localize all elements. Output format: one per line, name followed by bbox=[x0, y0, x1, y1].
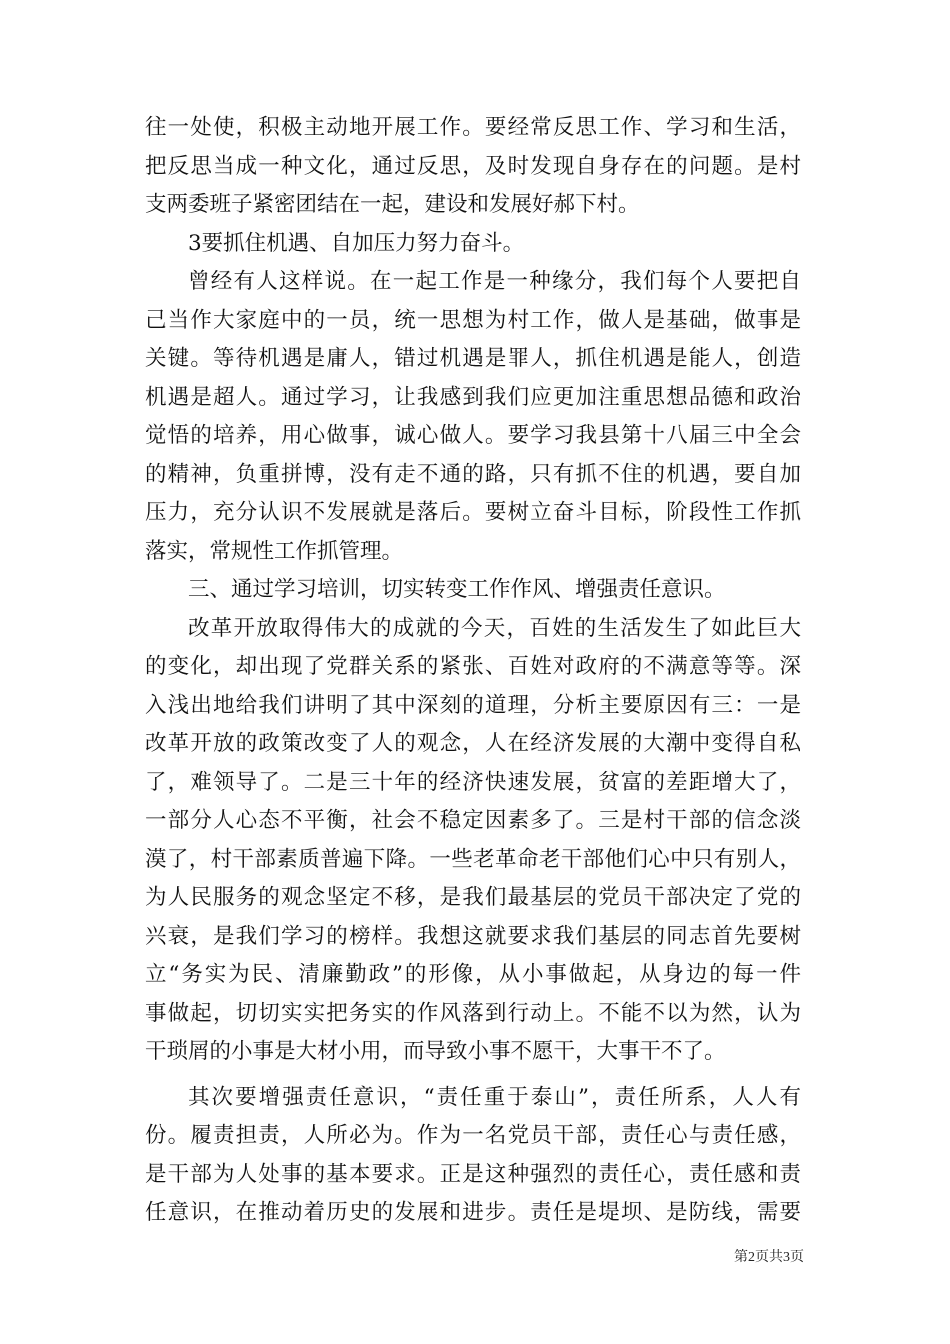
text-line: 三、通过学习培训，切实转变工作作风、增强责任意识。 bbox=[188, 577, 726, 602]
text-line: 是干部为人处事的基本要求。正是这种强烈的责任心，责任感和责 bbox=[145, 1161, 801, 1187]
text-line: 入浅出地给我们讲明了其中深刻的道理，分析主要原因有三：一是 bbox=[145, 692, 801, 718]
text-line: 曾经有人这样说。在一起工作是一种缘分，我们每个人要把自 bbox=[188, 269, 801, 294]
text-line: 落实，常规性工作抓管理。 bbox=[145, 538, 404, 564]
text-line: 关键。等待机遇是庸人，错过机遇是罪人，抓住机遇是能人，创造 bbox=[145, 346, 801, 371]
text-line: 的变化，却出现了党群关系的紧张、百姓对政府的不满意等等。深 bbox=[145, 654, 801, 679]
text-line: 支两委班子紧密团结在一起，建设和发展好郝下村。 bbox=[145, 192, 640, 217]
text-line: 其次要增强责任意识，“责任重于泰山”，责任所系，人人有 bbox=[188, 1084, 801, 1110]
text-line: 事做起，切切实实把务实的作风落到行动上。不能不以为然，认为 bbox=[145, 1000, 801, 1026]
text-line: 改革开放的政策改变了人的观念，人在经济发展的大潮中变得自私 bbox=[145, 731, 801, 756]
document-body bbox=[145, 109, 801, 1233]
text-line: 3要抓住机遇、自加压力努力奋斗。 bbox=[188, 230, 525, 256]
text-line: 漠了，村干部素质普遍下降。一些老革命老干部他们心中只有别人， bbox=[145, 846, 801, 872]
text-line: 为人民服务的观念坚定不移，是我们最基层的党员干部决定了党的 bbox=[145, 885, 801, 910]
page-number: 第2页共3页 bbox=[734, 1250, 804, 1265]
text-line: 立“务实为民、清廉勤政”的形像，从小事做起，从身边的每一件 bbox=[145, 962, 801, 987]
text-line: 兴衰，是我们学习的榜样。我想这就要求我们基层的同志首先要树 bbox=[145, 923, 801, 949]
text-line: 份。履责担责，人所必为。作为一名党员干部，责任心与责任感， bbox=[145, 1123, 801, 1148]
text-line: 把反思当成一种文化，通过反思，及时发现自身存在的问题。是村 bbox=[145, 153, 801, 179]
text-line: 压力，充分认识不发展就是落后。要树立奋斗目标，阶段性工作抓 bbox=[145, 500, 801, 525]
text-line: 改革开放取得伟大的成就的今天，百姓的生活发生了如此巨大 bbox=[188, 615, 801, 641]
text-line: 觉悟的培养，用心做事，诚心做人。要学习我县第十八届三中全会 bbox=[145, 423, 801, 448]
text-line: 了，难领导了。二是三十年的经济快速发展，贫富的差距增大了， bbox=[145, 769, 801, 795]
text-line: 己当作大家庭中的一员，统一思想为村工作，做人是基础，做事是 bbox=[145, 307, 801, 333]
text-line: 机遇是超人。通过学习，让我感到我们应更加注重思想品德和政治 bbox=[145, 384, 801, 410]
text-line: 一部分人心态不平衡，社会不稳定因素多了。三是村干部的信念淡 bbox=[145, 808, 801, 833]
text-line: 往一处使，积极主动地开展工作。要经常反思工作、学习和生活， bbox=[145, 115, 801, 140]
text-line: 干琐屑的小事是大材小用，而导致小事不愿干，大事干不了。 bbox=[145, 1039, 726, 1064]
text-line: 的精神，负重拼博，没有走不通的路，只有抓不住的机遇，要自加 bbox=[145, 461, 801, 487]
text-line: 任意识，在推动着历史的发展和进步。责任是堤坝、是防线，需要 bbox=[145, 1200, 801, 1225]
